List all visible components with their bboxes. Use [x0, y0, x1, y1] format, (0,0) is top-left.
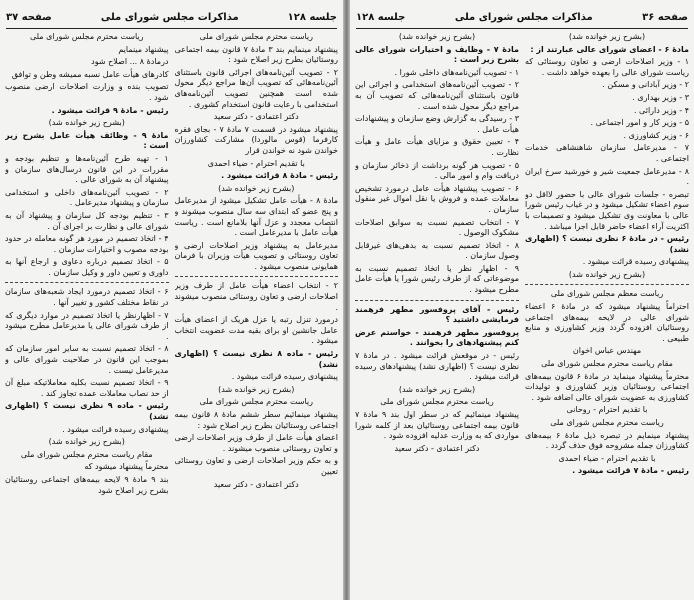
signature: با تقدیم احترام - ضیاء احمدی — [207, 158, 305, 168]
list-item: ۳ - وزیر بهداری . — [632, 92, 689, 102]
paragraph: تصویب بنده و وزارت اصلاحات ارضی منصوب شود . — [5, 82, 169, 102]
paragraph: ریاست محترم مجلس شورای ملی — [380, 397, 494, 407]
paragraph: درمورد تنزل رتبه یا عزل هریک از اعضای هیأت عامل جانشین او برای بقیه مدت عضویت انتخاب میشود . — [174, 315, 338, 346]
paragraph: کادرهای هیأت عامل نسبه ممیشه وطن و توافق — [11, 69, 169, 79]
divider — [525, 284, 689, 285]
paragraph: ۳ - تنظیم بودجه کل سازمان و پیشنهاد آن به شورای عالی و نظارت بر اجرای آن . — [5, 210, 169, 231]
speaker-line: رئیس - مادهٔ ۹ قرائت میشود . — [51, 105, 169, 115]
paragraph: مادهٔ ۹ - وظائف هیأت عامل بشرح زیر است : — [5, 130, 169, 151]
list-item: ۵ - وزیر کار و امور اجتماعی . — [590, 118, 689, 128]
list-item: ۶ - وزیر کشاورزی . — [623, 130, 689, 140]
paragraph: محترماً پیشنهاد مینماید در مادهٔ ۶ قانون بیمه‌های اجتماعی روستائیان وزیر کشاورزی و تولیدات کشاورزی به عضویت شورای عالی اضافه شود . — [525, 371, 689, 402]
speaker-line: رئیس - در موقعش قرائت میشود . در مادهٔ ۷ نظری نیست ؟ (اظهاری نشد) پیشنهادهای رسیده قرائت میشود . — [355, 351, 519, 382]
speaker-line: پروفسور مطهر فرهمند - خواستم عرض کنم پیشنهادهای را بخوانند . — [355, 327, 519, 348]
book-gutter — [343, 0, 350, 600]
paragraph: ۲ - تصویب آئین‌نامه‌های داخلی و استخدامی سازمان و پیشنهاد مدیرعامل . — [5, 187, 169, 208]
list-item: ۳ - رسیدگی به گزارش وضع سازمان و پیشنهادات هیأت عامل . — [355, 114, 519, 134]
left-page-header — [6, 8, 337, 29]
paragraph: ۷ - اظهارنظر یا اتخاذ تصمیم در موارد دیگری که از طرف شورای عالی یا مدیرعامل مطرح میشود . — [5, 310, 169, 341]
signature: با تقدیم احترام - روحانی — [566, 405, 648, 415]
paragraph: (بشرح زیر خوانده شد) — [218, 183, 295, 193]
paragraph: محترماً پیشنهاد میشود که — [84, 462, 169, 472]
paragraph: ۶ - اتخاذ تصمیم درمورد ایجاد شعبه‌های سازمان در نقاط مختلف کشور و تغییر آنها . — [5, 287, 169, 308]
paragraph: مادهٔ ۷ - وظایف و اختیارات شورای عالی بشرح زیر است : — [355, 44, 519, 65]
left-col-left — [5, 32, 169, 596]
left-page-number: صفحه ۳۷ — [6, 11, 52, 23]
paragraph: مادهٔ ۶ - اعضای شورای عالی عبارتند از : — [530, 44, 689, 54]
paragraph: مقام ریاست محترم مجلس شورای ملی — [20, 449, 153, 459]
paragraph: پیشنهاد مینمائیم سطر ششم مادهٔ ۸ قانون بیمه اجتماعی روستائیان بطرح زیر اصلاح شود : — [174, 410, 338, 430]
signature: با تقدیم احترام - ضیاء احمدی — [558, 453, 656, 463]
list-item: ۷ - مدیرعامل سازمان شاهنشاهی خدمات اجتماعی . — [525, 143, 689, 163]
paragraph: و به حکم وزیر اصلاحات ارضی و تعاون روستائی تعیین — [174, 456, 338, 476]
left-session: جلسه ۱۲۸ — [287, 11, 337, 23]
paragraph: (بشرح زیر خوانده شد) — [218, 384, 295, 394]
paragraph: ریاست محترم مجلس شورای ملی — [29, 32, 144, 41]
list-item: ۸ - اتخاذ تصمیم نسبت به بدهی‌های غیرقابل وصول سازمان . — [355, 240, 519, 261]
paragraph: اعضای هیأت عامل از طرف وزیر اصلاحات ارضی و تعاون روستائی منصوب میشوند . — [174, 433, 338, 453]
speaker-line: رئیس - ماده ۸ نظری نیست ؟ (اظهاری نشد) — [174, 349, 338, 369]
paragraph: (بشرح زیر خوانده شد) — [568, 32, 646, 41]
right-session: جلسه ۱۲۸ — [356, 11, 406, 23]
paragraph: درمادهٔ ۸ ... اصلاح شود — [91, 57, 169, 67]
speaker-line: رئیس - آقای پروفسور مطهر فرهمند فرمایشی داشتید ؟ — [355, 304, 519, 325]
paragraph: ۸ - اتخاذ تصمیم نسبت به سایر امور سازمان که بموجب این قانون در صلاحیت شورای عالی و مدیرعامل نیست . — [5, 344, 169, 375]
signature: دکتر اعتمادی - دکتر سعید — [213, 112, 299, 122]
list-item: ۶ - تصویب پیشنهاد هیأت عامل درمورد تشخیص معاملات عمده و فروش یا نقل اموال غیر منقول سازمان . — [355, 183, 519, 214]
list-item: ۱ - وزیر اصلاحات ارضی و تعاون روستائی که ریاست شورای عالی را بعهده خواهد داشت . — [525, 57, 689, 77]
list-item: ۲ - وزیر آبادانی و مسکن . — [602, 80, 689, 90]
signature: دکتر اعتمادی - دکتر سعید — [394, 443, 480, 453]
paragraph: پیشنهادی رسیده قرائت میشود . — [62, 424, 169, 434]
paragraph: (بشرح زیر خوانده شد) — [398, 384, 476, 394]
paragraph: مادهٔ ۸ - هیأت عامل تشکیل میشود از مدیرعامل و پنج عضو که ابتدای سه سال منصوب میشوند و انتصاب معجدد و عزل آنها بلامانع است . ریاست هیأت عامل با مدیرعامل است . — [174, 196, 338, 238]
speaker-line: رئیس - مادهٔ ۸ قرائت میشود . — [221, 171, 338, 181]
paragraph: ریاست محترم مجلس شورای ملی — [199, 32, 314, 41]
left-page-columns — [5, 32, 338, 596]
list-item: ۵ - تصویب هر گونه برداشت از ذخائر سازمان و دریافت وام و امور مالی . — [355, 160, 519, 181]
paragraph: (بشرح زیر خوانده شد) — [48, 437, 125, 447]
paragraph: پیشنهاد مینمائیم که در سطر اول بند ۹ مادهٔ ۷ قانون بیمه اجتماعی روستائیان بعد از کلمه شورا مواردی که به وزارت عدلیه افزوده شود . — [355, 410, 519, 441]
paragraph: پیشنهاد مینمایم بند ۳ مادهٔ ۷ قانون بیمه اجتماعی روستائیان بطرح زیر اصلاح شود : — [174, 44, 338, 65]
right-page-columns — [355, 32, 689, 596]
divider — [355, 300, 519, 301]
paragraph: مقام ریاست محترم مجلس شورای ملی — [541, 359, 673, 369]
list-item: ۹ - اظهار نظر یا اتخاذ تصمیم نسبت به موضوعاتی که از طرف رئیس شورا یا هیأت عامل مطرح میشود . — [355, 263, 519, 295]
list-item: ۷ - انتخاب تصمیم نسبت به سوابق اصلاحات مشکوک الوصول . — [355, 217, 519, 238]
right-col-left — [355, 32, 519, 596]
right-page-number: صفحه ۳۶ — [642, 11, 688, 23]
paragraph: پیشنهاد مینمایم در تبصره ذیل مادهٔ ۶ بیمه‌های کشاورزان جمله مشروحه فوق حذف گردد . — [525, 430, 689, 451]
paragraph: ریاست محترم مجلس شورای ملی — [199, 397, 314, 407]
left-col-right — [175, 32, 339, 596]
paragraph: ۵ - اتخاذ تصمیم درباره دعاوی و ارجاع آنها به داوری و تعیین داور و وکیل سازمان . — [5, 257, 169, 277]
paragraph: ۹ - اتخاذ تصمیم نسبت بکلیه معاملاتیکه مبلغ آن از حد نصاب معاملات عمده تجاوز کند . — [5, 378, 169, 398]
right-title: مذاکرات مجلس شورای ملی — [454, 11, 593, 23]
paragraph: (بشرح زیر خوانده شد) — [398, 32, 476, 41]
right-page-header — [356, 8, 688, 29]
speaker-line: رئیس - ماده ۹ نظری نیست ؟ (اظهاری نشد) — [5, 401, 169, 421]
paragraph: ۲ - تصویب آئین‌نامه‌های اجرائی قانون باستثنای آئین‌نامه‌هائی که تصویب آن‌ها مراجع دیگر محول شده است همچنین تصویب آئین‌نامه‌های استخدامی با رعایت قانون استخدام کشوری . — [174, 67, 338, 109]
paragraph: ۱ - تهیه طرح آئین‌نامه‌ها و تنظیم بودجه و مقررات در این قانون درسال‌های سازمان و پیشنهاد آن به شورای عالی . — [5, 153, 169, 185]
paragraph: بند ۹ مادهٔ ۹ لایحه بیمه‌های اجتماعی روستائیان بشرح زیر اصلاح شود — [5, 474, 169, 495]
divider — [175, 276, 339, 277]
right-col-right — [525, 32, 689, 596]
signature: مهندس عباس اخوان — [572, 346, 642, 356]
paragraph: ریاست محترم مجلس شورای ملی — [550, 418, 664, 427]
paragraph: پیشنهاد مینمایم — [118, 44, 169, 54]
paragraph: ۴ - اتخاذ تصمیم در مورد هر گونه معامله در حدود بودجه مصوب و اختیارات سازمان . — [5, 234, 169, 254]
paragraph: پیشنهادی رسیده قرائت میشود . — [582, 257, 689, 267]
paragraph: (بشرح زیر خوانده شد) — [48, 118, 125, 128]
paragraph: ۲ - انتخاب اعضاء هیأت عامل از طرف وزیر اصلاحات ارضی و تعاون روستائی منصوب میشوند . — [174, 281, 338, 312]
signature: دکتر اعتمادی - دکتر سعید — [213, 479, 299, 489]
list-item: ۱ - تصویب آئین‌نامه‌های داخلی شورا . — [394, 67, 519, 77]
paragraph: پیشنهاد میشود در قسمت ۷ مادهٔ ۷ - بجای فقره کارفرما (قوس مالوردا) مشارکت کشاورزان خواندن شود نه خواندن قرار — [174, 124, 338, 155]
speaker-line: رئیس - در مادهٔ ۶ نظری نیست ؟ (اظهاری نشد) — [525, 234, 689, 254]
list-item: ۴ - تعیین حقوق و مزایای هیأت عامل و هیأت نظارت . — [355, 137, 519, 157]
right-page — [350, 0, 694, 600]
paragraph: (بشرح زیر خوانده شد) — [568, 269, 646, 279]
paragraph: تبصره - جلسات شورای عالی با حضور لااقل دو سوم اعضاء تشکیل میشود و در غیاب رئیس شورا عالی با معاونت وی تشکیل میشود و تصمیمات با اکثریت آراء اعضاء حاضر قابل اجرا میباشد . — [525, 189, 689, 231]
paragraph: احتراماً پیشنهاد میشود که در مادهٔ ۶ اعضاء شورای عالی در لایحه بیمه‌های اجتماعی روستائیان افزوده گردد وزیر کشاورزی و منابع طبیعی . — [525, 302, 689, 343]
list-item: ۴ - وزیر دارائی . — [633, 105, 689, 115]
list-item: ۲ - تصویب آئین‌نامه‌های استخدامی و اجرائی این قانون باستثنای آئین‌نامه‌هائی که تصویب آن به مراجع دیگر محول شده است . — [355, 80, 519, 111]
list-item: ۸ - مدیرعامل جمعیت شیر و خورشید سرخ ایران . — [525, 166, 689, 187]
paragraph: ریاست معظم مجلس شورای ملی — [550, 289, 664, 299]
paragraph: مدیرعامل به پیشنهاد وزیر اصلاحات ارضی و تعاون روستائی و تصویب هیأت وزیران با فرمان همایونی منصوب میشود . — [174, 240, 338, 271]
paragraph: پیشنهادی رسیده قرائت میشود . — [231, 372, 338, 382]
divider — [5, 282, 169, 283]
left-title: مذاکرات مجلس شورای ملی — [100, 11, 239, 23]
left-page — [0, 0, 343, 600]
speaker-line: رئیس - مادهٔ ۷ قرائت میشود . — [572, 466, 689, 476]
